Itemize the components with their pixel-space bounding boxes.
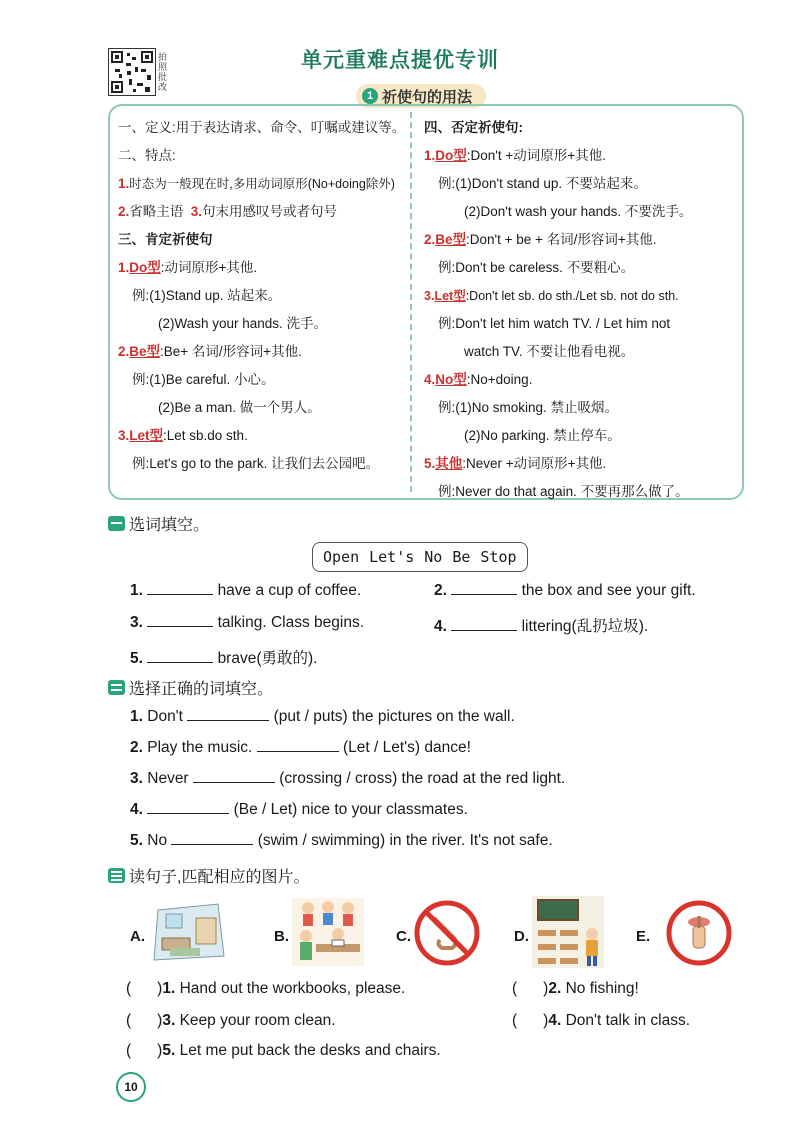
- negative-no-example-2: (2)No parking. 禁止停车。: [464, 428, 621, 443]
- answer-blank[interactable]: [147, 813, 229, 814]
- positive-let-rule: 3.Let型:Let sb.do sth.: [118, 428, 248, 443]
- section-number: 1: [362, 88, 378, 104]
- section-label: 祈使句的用法: [382, 88, 473, 106]
- word-bank-item: Let's: [369, 548, 415, 566]
- roman-one-icon: [108, 516, 125, 531]
- roman-three-icon: [108, 868, 125, 883]
- ex3-item-3: ( )3. Keep your room clean.: [126, 1012, 336, 1029]
- ex3-item-5: ( )5. Let me put back the desks and chairs.: [126, 1042, 441, 1059]
- negative-do-example-2: (2)Don't wash your hands. 不要洗手。: [464, 204, 693, 219]
- answer-blank[interactable]: [451, 594, 517, 595]
- picture-b-handing-out-books: [292, 898, 372, 964]
- ex1-item-2: 2. the box and see your gift.: [434, 582, 696, 599]
- rules-right-column: [424, 114, 738, 506]
- ex1-item-4: 4. littering(乱扔垃圾).: [434, 618, 649, 635]
- feature-2-3: 2.省略主语 3.句末用感叹号或者句号: [118, 204, 338, 219]
- ex3-item-2: ( )2. No fishing!: [512, 980, 639, 997]
- qr-label: 拍照批改: [158, 52, 168, 92]
- rules-left-column: [118, 114, 406, 478]
- word-bank: [312, 542, 528, 572]
- ex1-item-3: 3. talking. Class begins.: [130, 614, 365, 631]
- positive-be-rule: 2.Be型:Be+ 名词/形容词+其他.: [118, 344, 302, 359]
- word-bank-item: No: [424, 548, 443, 566]
- negative-heading: 四、否定祈使句:: [424, 120, 523, 135]
- ex3-item-4: ( )4. Don't talk in class.: [512, 1012, 691, 1029]
- picture-e-quiet-sign: [666, 900, 746, 966]
- positive-do-rule: 1.Do型:动词原形+其他.: [118, 260, 258, 275]
- ex2-item-4: 4. (Be / Let) nice to your classmates.: [130, 801, 468, 818]
- positive-do-example-1: 例:(1)Stand up. 站起来。: [132, 288, 282, 303]
- word-bank-item: Stop: [480, 548, 517, 566]
- exercise-2-heading: 选择正确的词填空。: [108, 676, 273, 699]
- negative-let-rule: 3.Let型:Don't let sb. do sth./Let sb. not do sth.: [424, 289, 679, 303]
- answer-blank[interactable]: [257, 751, 339, 752]
- page-number: 10: [116, 1072, 146, 1102]
- negative-no-rule: 4.No型:No+doing.: [424, 372, 533, 387]
- picture-a-label: A.: [130, 928, 145, 945]
- picture-c-no-fishing-sign: [414, 900, 494, 966]
- answer-blank[interactable]: [171, 844, 253, 845]
- positive-let-example: 例:Let's go to the park. 让我们去公园吧。: [132, 456, 380, 471]
- ex2-item-1: 1. Don't (put / puts) the pictures on the wall.: [130, 708, 515, 725]
- positive-be-example-1: 例:(1)Be careful. 小心。: [132, 372, 275, 387]
- picture-d-classroom-desks: [532, 896, 612, 962]
- negative-let-example-2: watch TV. 不要让他看电视。: [464, 344, 635, 359]
- picture-b-label: B.: [274, 928, 289, 945]
- ex1-item-5: 5. brave(勇敢的).: [130, 650, 318, 667]
- definition: 一、定义:用于表达请求、命令、叮嘱或建议等。: [118, 120, 406, 135]
- negative-be-rule: 2.Be型:Don't + be + 名词/形容词+其他.: [424, 232, 657, 247]
- answer-blank[interactable]: [187, 720, 269, 721]
- answer-blank[interactable]: [193, 782, 275, 783]
- ex2-item-2: 2. Play the music. (Let / Let's) dance!: [130, 739, 471, 756]
- exercise-3-heading: 读句子,匹配相应的图片。: [108, 864, 309, 887]
- negative-other-rule: 5.其他:Never +动词原形+其他.: [424, 456, 607, 471]
- ex2-item-3: 3. Never (crossing / cross) the road at the red light.: [130, 770, 566, 787]
- picture-d-label: D.: [514, 928, 529, 945]
- negative-be-example: 例:Don't be careless. 不要粗心。: [438, 260, 635, 275]
- exercise-1-heading: 选词填空。: [108, 512, 209, 535]
- negative-do-rule: 1.Do型:Don't +动词原形+其他.: [424, 148, 606, 163]
- column-divider: [410, 112, 412, 492]
- word-bank-item: Open: [323, 548, 360, 566]
- roman-two-icon: [108, 680, 125, 695]
- ex2-item-5: 5. No (swim / swimming) in the river. It's not safe.: [130, 832, 553, 849]
- negative-let-example-1: 例:Don't let him watch TV. / Let him not: [438, 316, 671, 331]
- word-bank-item: Be: [452, 548, 471, 566]
- negative-do-example-1: 例:(1)Don't stand up. 不要站起来。: [438, 176, 647, 191]
- answer-blank[interactable]: [147, 662, 213, 663]
- positive-be-example-2: (2)Be a man. 做一个男人。: [158, 400, 321, 415]
- features-heading: 二、特点:: [118, 148, 176, 163]
- picture-e-label: E.: [636, 928, 651, 945]
- answer-blank[interactable]: [147, 594, 213, 595]
- ex1-item-1: 1. have a cup of coffee.: [130, 582, 362, 599]
- positive-heading: 三、肯定祈使句: [118, 232, 213, 247]
- answer-blank[interactable]: [147, 626, 213, 627]
- negative-other-example: 例:Never do that again. 不要再那么做了。: [438, 484, 689, 499]
- feature-1: 1.时态为一般现在时,多用动词原形(No+doing除外): [118, 176, 395, 191]
- answer-blank[interactable]: [451, 630, 517, 631]
- ex3-item-1: ( )1. Hand out the workbooks, please.: [126, 980, 406, 997]
- picture-a-tidy-room: [148, 900, 228, 966]
- picture-c-label: C.: [396, 928, 411, 945]
- negative-no-example-1: 例:(1)No smoking. 禁止吸烟。: [438, 400, 619, 415]
- positive-do-example-2: (2)Wash your hands. 洗手。: [158, 316, 328, 331]
- page-title: 单元重难点提优专训: [301, 49, 499, 72]
